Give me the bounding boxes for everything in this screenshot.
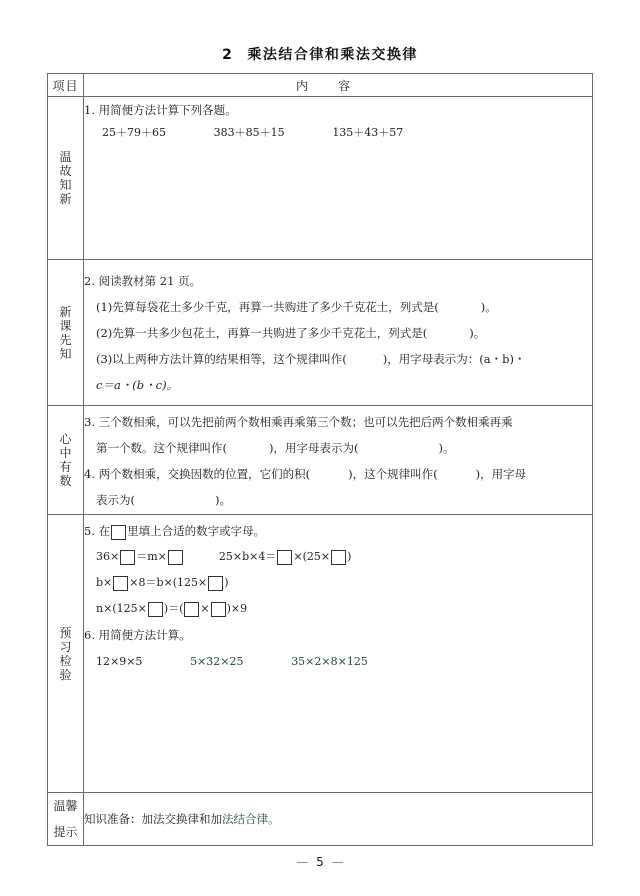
expr: 135＋43＋57 [332, 126, 404, 139]
expr: 383＋85＋15 [213, 126, 285, 139]
table-row-knowledge [48, 406, 593, 515]
expr: 25＋79＋65 [102, 126, 166, 139]
row-label-preview: 新课先知 [48, 260, 84, 406]
table-row-review [48, 97, 593, 260]
row-label-tips: 温馨 提示 [48, 793, 84, 846]
answer-box[interactable] [168, 550, 183, 565]
answer-box[interactable] [111, 525, 126, 540]
header-content: 内容 [84, 74, 593, 97]
table-row-preview [48, 260, 593, 406]
question-2 [84, 260, 593, 406]
answer-box[interactable] [120, 550, 135, 565]
header-item: 项目 [48, 74, 84, 97]
question-3-line2: 第一个数。这个规律叫作( )，用字母表示为( )。 [96, 441, 455, 455]
question-1-title: 1. 用简便方法计算下列各题。 [84, 103, 237, 117]
expr: 35×2×8×125 [291, 655, 368, 668]
row-label-review: 温故知新 [48, 97, 84, 260]
question-5-expr1: 36× ＝m× 25×b×4＝ ×(25× ) [96, 550, 352, 563]
answer-box[interactable] [148, 602, 163, 617]
answer-box[interactable] [184, 602, 199, 617]
answer-box[interactable] [211, 602, 226, 617]
answer-box[interactable] [208, 576, 223, 591]
row-label-practice: 预习检验 [48, 515, 84, 793]
expr: 12×9×5 [96, 655, 143, 668]
question-4-line1: 4. 两个数相乘，交换因数的位置，它们的积( )，这个规律叫作( )，用字母 [84, 467, 527, 481]
question-1 [84, 97, 593, 260]
lesson-number: 2 [222, 47, 234, 63]
table-row-tips [48, 793, 593, 846]
worksheet-table [47, 73, 593, 846]
answer-box[interactable] [113, 576, 128, 591]
question-5-title: 5. 在 里填上合适的数字或字母。 [84, 524, 266, 538]
tip-content: 知识准备：加法交换律和加法结合律。 [84, 793, 593, 846]
expr: 5×32×25 [190, 655, 244, 668]
question-5-6 [84, 515, 593, 793]
question-1-exprs [84, 119, 592, 145]
question-2-title: 2. 阅读教材第 21 页。 [84, 274, 202, 288]
row-label-knowledge: 心中有数 [48, 406, 84, 515]
question-3-line1: 3. 三个数相乘，可以先把前两个数相乘再乘第三个数；也可以先把后两个数相乘再乘 [84, 415, 513, 429]
lesson-title: 乘法结合律和乘法交换律 [247, 47, 418, 63]
table-header-row [48, 74, 593, 97]
question-2-part3: (3)以上两种方法计算的结果相等，这个规律叫作( )，用字母表示为：(a・b)・ [96, 352, 526, 366]
answer-box[interactable] [277, 550, 292, 565]
question-6-title: 6. 用简便方法计算。 [84, 628, 191, 642]
answer-box[interactable] [331, 550, 346, 565]
question-2-part2: (2)先算一共多少包花土，再算一共购进了多少千克花土，列式是( )。 [96, 326, 486, 340]
question-6-exprs [84, 648, 592, 674]
table-row-practice [48, 515, 593, 793]
page-number: — 5 — [296, 855, 344, 869]
question-3-4 [84, 406, 593, 515]
question-5-expr2: b× ×8＝b×(125× ) [96, 576, 229, 589]
page-title [0, 44, 640, 64]
question-4-line2: 表示为( )。 [96, 493, 231, 507]
question-2-part1: (1)先算每袋花土多少千克，再算一共购进了多少千克花土，列式是( )。 [96, 300, 497, 314]
question-5-expr3: n×(125× )＝( × )×9 [96, 602, 248, 615]
question-2-part3-cont: c＝a・(b・c)。 [96, 378, 179, 392]
